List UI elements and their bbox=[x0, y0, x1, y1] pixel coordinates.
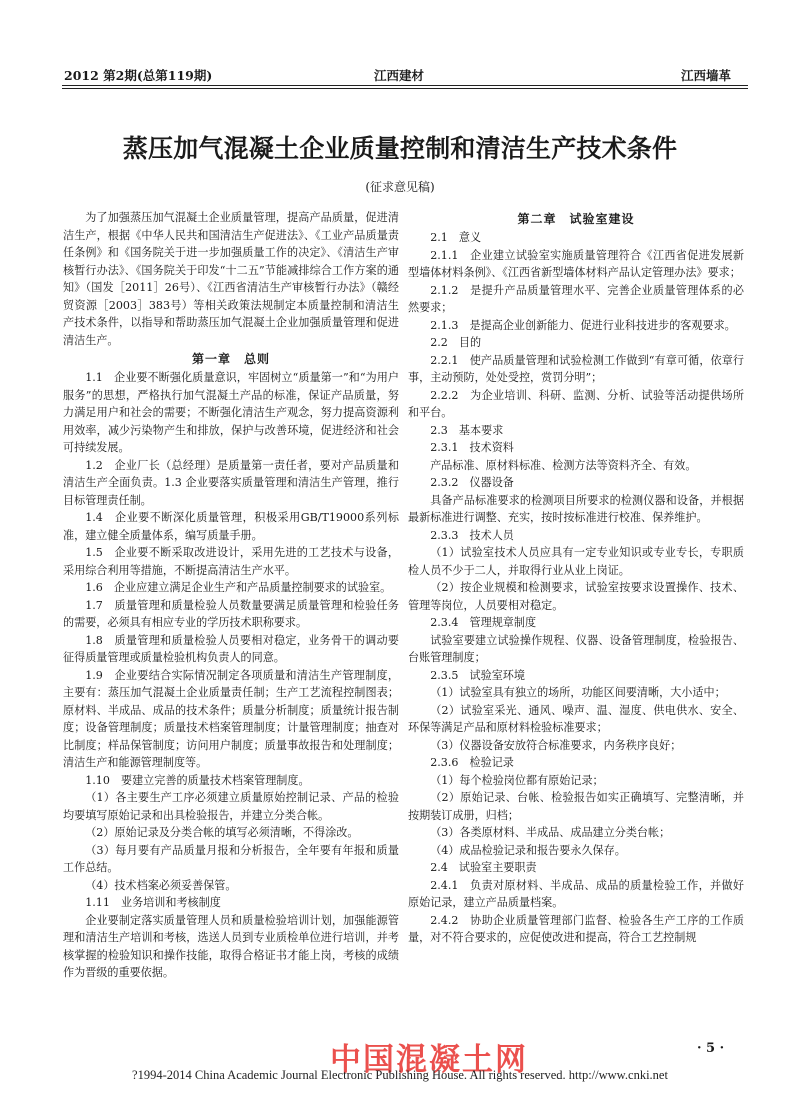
chapter-heading: 第一章 总则 bbox=[191, 352, 270, 366]
body-paragraph: 1.6 企业应建立满足企业生产和产品质量控制要求的试验室。 bbox=[85, 581, 392, 594]
body-paragraph: （2）原始记录、台帐、检验报告如实正确填写、完整清晰，并按期装订成册，归档； bbox=[408, 791, 744, 822]
body-paragraph: 1.10 要建立完善的质量技术档案管理制度。 bbox=[85, 773, 310, 787]
watermark-logo: 中国混凝土网 bbox=[330, 1042, 528, 1078]
body-paragraph: 2.3.2 仪器设备 bbox=[430, 476, 514, 489]
body-paragraph: 2.2.2 为企业培训、科研、监测、分析、试验等活动提供场所和平台。 bbox=[408, 388, 744, 419]
body-paragraph: 2.1.3 是提高企业创新能力、促进行业科技进步的客观要求。 bbox=[430, 318, 736, 332]
copyright-footer: ?1994-2014 China Academic Journal Electronic Publishing House. All rights reserved. http://www.cnki.net bbox=[132, 1068, 668, 1082]
right-column bbox=[408, 209, 744, 947]
body-paragraph: 2.1.2 是提升产品质量管理水平、完善企业质量管理体系的必然要求； bbox=[408, 283, 744, 314]
body-paragraph: 2.4.2 协助企业质量管理部门监督、检验各生产工序的工作质量，对不符合要求的，应促使改进和提高，符合工艺控制规 bbox=[408, 913, 744, 944]
body-paragraph: 2.4.1 负责对原材料、半成品、成品的质量检验工作，并做好原始记录，建立产品质量档案。 bbox=[408, 878, 744, 909]
body-paragraph: （3）各类原材料、半成品、成品建立分类台帐； bbox=[430, 826, 671, 839]
body-paragraph: （1）每个检验岗位都有原始记录； bbox=[430, 773, 604, 787]
page-number: · 5 · bbox=[697, 1041, 725, 1056]
section-name: 江西墙革 bbox=[681, 68, 732, 83]
body-paragraph: 企业要制定落实质量管理人员和质量检验培训计划，加强能源管理和清洁生产培训和考核，选送人员到专业质检单位进行培训，并考核掌握的检验知识和操作技能，取得合格证书才能上岗，考核的成绩作为晋级的重要依据。 bbox=[63, 913, 399, 979]
body-paragraph: 2.3 基本要求 bbox=[430, 423, 504, 437]
body-paragraph: 1.2 企业厂长（总经理）是质量第一责任者，要对产品质量和清洁生产全面负责。1.3 企业要落实质量管理和清洁生产管理，推行目标管理责任制。 bbox=[63, 458, 399, 507]
body-paragraph: 1.5 企业要不断采取改进设计，采用先进的工艺技术与设备，采用综合利用等措施，不断提高清洁生产水平。 bbox=[63, 546, 399, 577]
body-paragraph: 2.3.6 检验记录 bbox=[430, 756, 514, 769]
body-paragraph: 产品标准、原材料标准、检测方法等资料齐全、有效。 bbox=[430, 458, 697, 472]
body-paragraph: 2.1.1 企业建立试验室实施质量管理符合《江西省促进发展新型墙体材料条例》、《江西省新型墙体材料产品认定管理办法》要求； bbox=[408, 248, 744, 279]
header-rule bbox=[62, 85, 748, 86]
article-subtitle: (征求意见稿) bbox=[365, 180, 435, 194]
body-paragraph: 2.2 目的 bbox=[430, 336, 482, 349]
body-paragraph: 1.7 质量管理和质量检验人员数量要满足质量管理和检验任务的需要，必须具有相应专业的学历技术职称要求。 bbox=[63, 598, 399, 629]
left-column bbox=[63, 209, 399, 982]
body-paragraph: （2）试验室采光、通风、噪声、温、湿度、供电供水、安全、环保等满足产品和原材料检验标准要求； bbox=[408, 703, 744, 734]
body-paragraph: 2.1 意义 bbox=[430, 231, 482, 244]
body-paragraph: 1.1 企业要不断强化质量意识，牢固树立“质量第一”和“为用户服务”的思想，严格执行加气混凝土产品的标准，保证产品质量，努力满足用户和社会的需要；不断强化清洁生产观念，努力提高资源利用效率，减少污染物产生和排放，保护与改善环境，促进经济和社会可持续发展。 bbox=[63, 371, 399, 454]
body-paragraph: 2.3.1 技术资料 bbox=[430, 441, 514, 454]
body-paragraph: 2.3.5 试验室环境 bbox=[430, 668, 525, 682]
article-title: 蒸压加气混凝土企业质量控制和清洁生产技术条件 bbox=[122, 133, 678, 163]
body-paragraph: 2.3.4 管理规章制度 bbox=[430, 616, 537, 629]
body-paragraph: 试验室要建立试验操作规程、仪器、设备管理制度，检验报告、台账管理制度； bbox=[408, 633, 744, 664]
body-paragraph: （4）技术档案必须妥善保管。 bbox=[85, 878, 237, 892]
body-paragraph: （3）每月要有产品质量月报和分析报告，全年要有年报和质量工作总结。 bbox=[63, 843, 399, 874]
body-paragraph: （4）成品检验记录和报告要永久保存。 bbox=[430, 843, 626, 857]
issue-info: 2012 第2期(总第119期) bbox=[64, 68, 213, 83]
body-paragraph: 2.3.3 技术人员 bbox=[430, 528, 514, 542]
body-paragraph: 1.9 企业要结合实际情况制定各项质量和清洁生产管理制度，主要有：蒸压加气混凝土企业质量责任制；生产工艺流程控制图表；原材料、半成品、成品的技术条件；质量分析制度；质量统计报告制度；设备管理制度；质量技术档案管理制度；计量管理制度；抽查对比制度；样品保管制度；访问用户制度；质量事故报告和处理制度；清洁生产和能源管理制度等。 bbox=[63, 668, 399, 769]
body-paragraph: （2）原始记录及分类合帐的填写必须清晰，不得涂改。 bbox=[85, 826, 359, 839]
body-paragraph: 2.4 试验室主要职责 bbox=[430, 861, 537, 874]
body-paragraph: （2）按企业规模和检测要求，试验室按要求设置操作、技术、管理等岗位，人员要相对稳定。 bbox=[408, 581, 744, 612]
header-rule bbox=[62, 88, 748, 89]
body-paragraph: 具备产品标准要求的检测项目所要求的检测仪器和设备，并根据最新标准进行调整、充实，按时按标准进行校准、保养维护。 bbox=[408, 493, 744, 524]
body-paragraph: （1）试验室技术人员应具有一定专业知识或专业专长，专职质检人员不少于二人，并取得行业从业上岗证。 bbox=[408, 546, 744, 577]
body-paragraph: 为了加强蒸压加气混凝土企业质量管理，提高产品质量，促进清洁生产，根据《中华人民共和国清洁生产促进法》、《工业产品质量责任条例》和《国务院关于进一步加强质量工作的决定》、《清洁生产审核暂行办法》、《国务院关于印发“十二五”节能减排综合工作方案的通知》（国发［2011］26号）、《江西省清洁生产审核暂行办法》（赣经贸资源［2003］383号）等相关政策法规制定本质量控制和清洁生产技术条件，以指导和帮助蒸压加气混凝土企业加强质量管理和促进清洁生产。 bbox=[63, 211, 399, 347]
body-paragraph: （3）仪器设备安放符合标准要求，内务秩序良好； bbox=[430, 738, 682, 752]
body-paragraph: 2.2.1 使产品质量管理和试验检测工作做到“有章可循，依章行事，主动预防，处处受控，赏罚分明”； bbox=[408, 353, 744, 384]
body-paragraph: 1.11 业务培训和考核制度 bbox=[85, 896, 221, 909]
body-paragraph: 1.4 企业要不断深化质量管理，积极采用GB/T19000系列标准，建立健全质量体系，编写质量手册。 bbox=[63, 511, 399, 542]
chapter-heading: 第二章 试验室建设 bbox=[517, 212, 635, 226]
body-paragraph: 1.8 质量管理和质量检验人员要相对稳定，业务骨干的调动要征得质量管理或质量检验机构负责人的同意。 bbox=[63, 633, 399, 664]
body-paragraph: （1）各主要生产工序必须建立质量原始控制记录、产品的检验均要填写原始记录和出具检验报告，并建立分类合帐。 bbox=[63, 791, 399, 822]
body-paragraph: （1）试验室具有独立的场所，功能区间要清晰，大小适中； bbox=[430, 686, 726, 699]
journal-name: 江西建材 bbox=[374, 68, 425, 83]
